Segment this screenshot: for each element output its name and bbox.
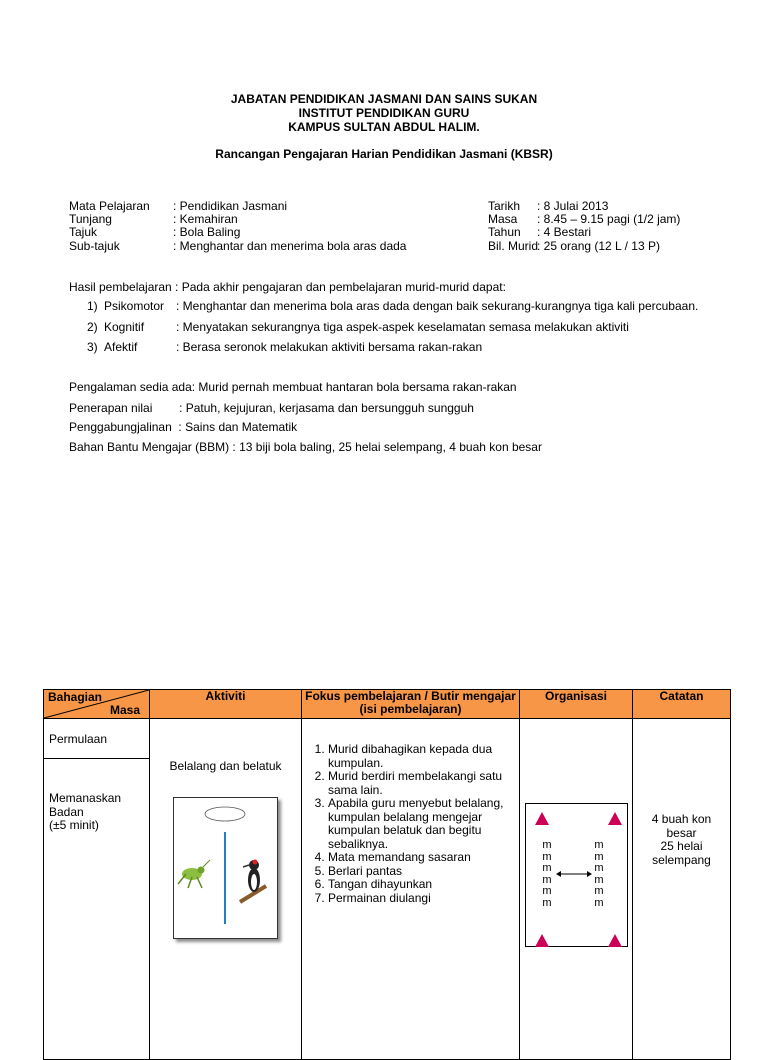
header-fokus-line1: Fokus pembelajaran / Butir mengajar — [305, 689, 516, 703]
info-value: : Kemahiran — [173, 212, 238, 226]
info-label: Bil. Murid — [488, 239, 539, 253]
activity-name: Belalang dan belatuk — [169, 759, 282, 773]
info-value: : 25 orang (12 L / 13 P) — [537, 239, 660, 253]
header-fokus — [302, 690, 520, 719]
header-bahagian: Bahagian — [48, 690, 103, 704]
outcome-text: : Berasa seronok melakukan aktiviti bersama rakan-rakan — [176, 340, 483, 354]
table-row — [44, 719, 731, 1060]
phase-line: Badan — [49, 804, 84, 819]
grasshopper-icon — [178, 860, 210, 888]
info-label: Mata Pelajaran — [69, 199, 150, 213]
notes-line: besar — [666, 825, 697, 840]
woodpecker-icon — [240, 860, 266, 903]
header-organisasi — [520, 690, 633, 719]
formation-diagram — [525, 803, 628, 947]
info-value: : Bola Baling — [173, 225, 241, 239]
steps-wrapper — [302, 719, 519, 905]
student-marker: m — [594, 862, 604, 875]
student-marker: m — [542, 896, 552, 909]
student-marker: m — [542, 850, 552, 863]
cone-icon — [535, 812, 549, 825]
student-marker: m — [542, 873, 552, 886]
table-header-row — [44, 690, 731, 719]
header-masa: Masa — [109, 703, 140, 717]
outcome-text: : Menghantar dan menerima bola aras dada dengan baik sekurang-kurangnya tiga kali percubaan. — [176, 299, 699, 313]
activity-illustration — [173, 797, 278, 939]
plan-title: Rancangan Pengajaran Harian Pendidikan Jasmani (KBSR) — [215, 147, 553, 161]
outcome-label: Afektif — [104, 340, 138, 354]
info-label: Sub-tajuk — [69, 239, 120, 253]
cell-organisation — [520, 719, 633, 1060]
phase-line: Memanaskan — [49, 791, 122, 805]
header-aktiviti-label: Aktiviti — [205, 689, 246, 703]
header-catatan — [633, 690, 731, 719]
cell-notes — [633, 719, 731, 1060]
info-label: Tahun — [488, 225, 521, 239]
info-label: Tunjang — [69, 212, 112, 226]
institute-title: INSTITUT PENDIDIKAN GURU — [298, 106, 470, 120]
cone-icon — [535, 934, 549, 947]
notes-line: selempang — [652, 852, 711, 867]
student-marker: m — [542, 862, 552, 875]
student-marker: m — [594, 850, 604, 863]
teaching-aids: Bahan Bantu Mengajar (BBM) : 13 biji bola baling, 25 helai selempang, 4 buah kon besar — [69, 440, 542, 454]
info-label: Masa — [488, 212, 518, 226]
outcome-num: 3) — [87, 340, 98, 354]
phase-divider — [44, 758, 149, 759]
activity-diagram — [174, 798, 277, 938]
header-aktiviti — [150, 690, 302, 719]
info-value: : Menghantar dan menerima bola aras dada — [173, 239, 407, 253]
student-marker: m — [594, 885, 604, 898]
outcome-label: Kognitif — [104, 320, 145, 334]
cell-phase — [44, 719, 150, 1060]
phase-text — [49, 792, 121, 833]
header-organisasi-label: Organisasi — [544, 689, 608, 703]
step-item: 3. Apabila guru menyebut belalang, kumpulan belalang mengejar kumpulan belatuk dan begitu sebaliknya. — [328, 797, 519, 851]
student-marker: m — [594, 839, 604, 851]
steps-list — [302, 743, 519, 905]
double-arrow-icon — [556, 869, 592, 879]
info-value: : 8.45 – 9.15 pagi (1/2 jam) — [537, 212, 681, 226]
campus-title: KAMPUS SULTAN ABDUL HALIM. — [288, 120, 480, 134]
group-left — [542, 840, 552, 910]
section-label: Permulaan — [49, 732, 108, 746]
step-item: 4. Mata memandang sasaran — [328, 851, 519, 865]
student-marker: m — [594, 896, 604, 909]
outcome-num: 2) — [87, 320, 98, 334]
info-value: : 8 Julai 2013 — [537, 199, 609, 213]
prior-knowledge: Pengalaman sedia ada: Murid pernah membuat hantaran bola bersama rakan-rakan — [69, 380, 517, 394]
step-item: 5. Berlari pantas — [328, 865, 519, 879]
header-bahagian-masa — [44, 690, 150, 719]
phase-line: (±5 minit) — [49, 818, 99, 832]
info-label: Tarikh — [488, 199, 521, 213]
integration: Penggabungjalinan : Sains dan Matematik — [69, 420, 298, 434]
cell-activity — [150, 719, 302, 1060]
lesson-table — [43, 689, 731, 1060]
student-marker: m — [542, 885, 552, 898]
outcome-label: Psikomotor — [104, 299, 165, 313]
step-item: 7. Permainan diulangi — [328, 892, 519, 906]
notes-line: 4 buah kon — [651, 812, 712, 826]
outcomes-intro: Hasil pembelajaran : Pada akhir pengajaran dan pembelajaran murid-murid dapat: — [69, 280, 506, 294]
notes-line: 25 helai — [660, 839, 703, 853]
header-catatan-label: Catatan — [659, 689, 704, 703]
header-fokus-line2: (isi pembelajaran) — [359, 702, 462, 716]
student-marker: m — [594, 873, 604, 886]
outcome-text: : Menyatakan sekurangnya tiga aspek-aspek keselamatan semasa melakukan aktiviti — [176, 320, 629, 334]
outcome-num: 1) — [87, 299, 98, 313]
student-marker: m — [542, 839, 552, 851]
group-right — [594, 840, 604, 910]
dept-title: JABATAN PENDIDIKAN JASMANI DAN SAINS SUKAN — [230, 92, 538, 106]
info-label: Tajuk — [69, 225, 98, 239]
step-item: 2. Murid berdiri membelakangi satu sama lain. — [328, 770, 519, 797]
info-value: : Pendidikan Jasmani — [173, 199, 288, 213]
info-value: : 4 Bestari — [537, 225, 592, 239]
values: Penerapan nilai : Patuh, kejujuran, kerjasama dan bersungguh sungguh — [69, 401, 474, 415]
cone-icon — [608, 812, 622, 825]
cell-focus — [302, 719, 520, 1060]
step-item: 1. Murid dibahagikan kepada dua kumpulan. — [328, 743, 519, 770]
cone-icon — [608, 934, 622, 947]
step-item: 6. Tangan dihayunkan — [328, 878, 519, 892]
notes-text — [633, 813, 730, 867]
